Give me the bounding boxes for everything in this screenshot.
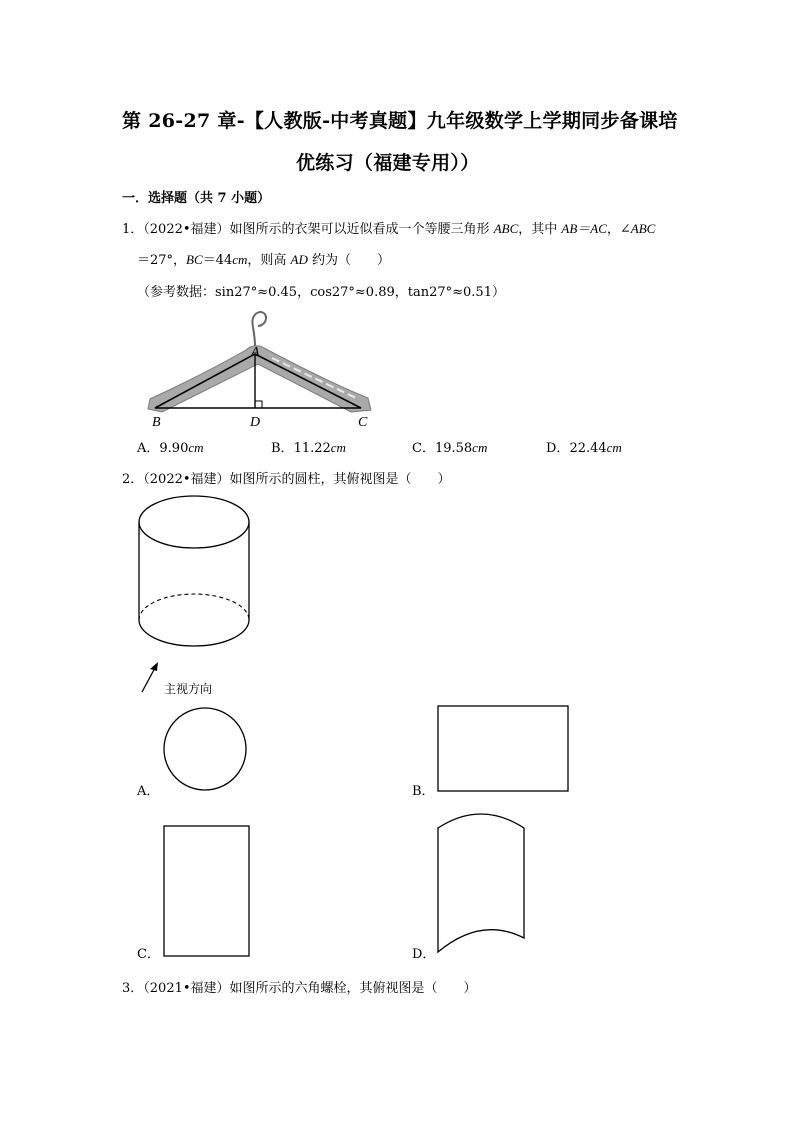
question-source: （2021•福建）: [143, 981, 230, 996]
option-b-rectangle[interactable]: [436, 704, 570, 794]
cylinder-figure: [130, 490, 260, 700]
label-c: C: [358, 415, 368, 430]
math-var: AD: [290, 252, 308, 267]
segment-ac: [255, 354, 361, 408]
question-number: 1．: [122, 222, 144, 237]
label-b: B: [152, 415, 161, 430]
option-c-label[interactable]: C．: [137, 947, 160, 962]
question-text: ＝44: [202, 253, 233, 268]
option-a-circle[interactable]: [160, 706, 252, 794]
math-var: ABC: [630, 221, 656, 236]
section-heading: 一．选择题（共 7 小题）: [122, 191, 271, 206]
math-var: AB＝AC: [561, 221, 607, 236]
option-b-label[interactable]: B．: [412, 784, 435, 799]
arrow-head-icon: [150, 662, 158, 671]
option-b[interactable]: B．11.22cm: [271, 440, 346, 456]
question-text: 如图所示的衣架可以近似看成一个等腰三角形: [229, 222, 494, 237]
question-text: ＝27°，: [137, 253, 187, 268]
question-number: 3．: [122, 981, 144, 996]
math-var: BC: [186, 252, 203, 267]
segment-ab: [155, 354, 255, 408]
hanger-hook: [252, 312, 266, 346]
hanger-triangle-figure: [138, 306, 378, 432]
option-a[interactable]: A．9.90cm: [137, 440, 204, 456]
question-text: 约为（ ）: [307, 253, 391, 268]
document-title-line-2: 优练习（福建专用））: [296, 152, 480, 174]
question-text: 如图所示的圆柱，其俯视图是（ ）: [229, 472, 451, 487]
cylinder-bottom-back: [139, 594, 249, 620]
option-a-label[interactable]: A．: [137, 784, 160, 799]
label-a: A: [251, 345, 260, 360]
question-text: ，∠: [606, 222, 631, 237]
option-d-curved-shape[interactable]: [436, 808, 528, 958]
right-angle-mark: [255, 401, 262, 408]
question-3: [122, 977, 477, 996]
question-2: [122, 468, 451, 487]
option-d-label[interactable]: D．: [412, 947, 436, 962]
label-d: D: [250, 415, 261, 430]
question-1-reference-data: （参考数据：sin27°≈0.45，cos27°≈0.89，tan27°≈0.51）: [137, 285, 505, 300]
question-source: （2022•福建）: [143, 472, 230, 487]
document-title-line-1: 第 26-27 章-【人教版-中考真题】九年级数学上学期同步备课培: [122, 110, 678, 132]
view-direction-label: 主视方向: [164, 682, 213, 696]
question-source: （2022•福建）: [143, 222, 230, 237]
question-text: ，其中: [518, 222, 562, 237]
question-text: ，则高: [247, 253, 291, 268]
cylinder-top: [139, 496, 249, 548]
question-number: 2．: [122, 472, 144, 487]
question-1-line-2: [137, 249, 390, 268]
cylinder-bottom-front: [139, 620, 249, 646]
option-c-tall-rectangle[interactable]: [162, 824, 252, 958]
option-d[interactable]: D．22.44cm: [546, 440, 622, 456]
question-text: 如图所示的六角螺栓，其俯视图是（ ）: [229, 981, 477, 996]
option-c[interactable]: C．19.58cm: [412, 440, 488, 456]
math-unit: cm: [232, 252, 248, 267]
math-var: ABC: [493, 221, 519, 236]
question-1-line-1: [122, 218, 655, 237]
